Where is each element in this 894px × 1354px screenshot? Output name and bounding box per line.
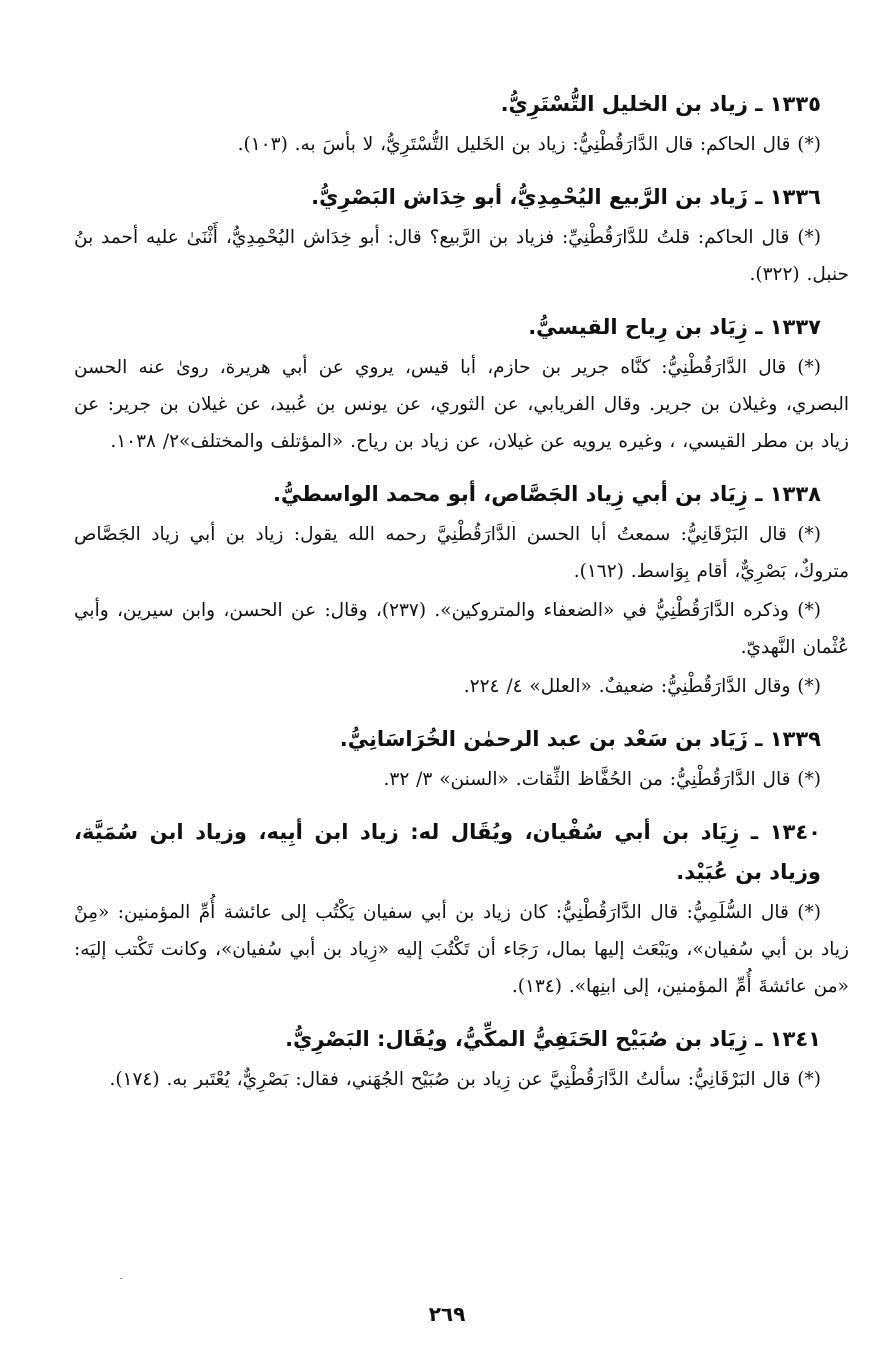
page-body — [74, 84, 849, 1098]
entry-paragraph: (*) قال السُّلَمِيُّ: قال الدَّارَقُطْنِيُّ: كان زياد بن أبي سفيان يَكْتُب إلى عائشة أُمِّ المؤمنين: «مِنْ زياد بن أبي سُفيان»، ويَبْعَث إليها بمال، رَجَاء أن تَكْتُبَ إليه «زِياد بن أبي سُفيان»، وكانت تَكْتب إليَه: «من عائشةَ أُمِّ المؤمنين، إلى ابنِها». (١٣٤). — [74, 902, 849, 997]
entry-1340 — [74, 812, 849, 1005]
entry-heading: ١٣٤٠ ـ زِيَاد بن أبي سُفْيان، ويُقَال له: زياد ابن أبِيه، وزياد ابن سُمَيَّة، وزياد بن عُبَيْد. — [74, 820, 821, 884]
entry-paragraph: (*) قال الحاكم: قلتُ للدَّارَقُطْنِيِّ: فزياد بن الرَّبيع؟ قال: أبو خِدَاش اليُحْمِدِيُّ، أَثْنَىٰ عليه أحمد بنُ حنبل. (٣٢٢). — [74, 227, 849, 285]
entry-1336 — [74, 177, 849, 293]
entry-1337 — [74, 307, 849, 460]
entry-heading: ١٣٣٧ ـ زِيَاد بن رِياح القيسيُّ. — [528, 315, 821, 339]
entry-paragraph: (*) وقال الدَّارَقُطْنِيُّ: ضعيفٌ. «العلل» ٤/ ٢٢٤. — [463, 676, 821, 697]
entry-paragraph: (*) قال الدَّارَقُطْنِيُّ: كنَّاه جرير بن حازم، أبا قيس، يروي عن أبي هريرة، روىٰ عنه الحسن البصري، وغيلان بن جرير. وقال الفريابي، عن الثوري، عن يونس بن عُبيد، عن غيلان بن جرير: عن زياد بن مطر القيسي، ، وغيره يرويه عن غيلان، عن زياد بن رياح. «المؤتلف والمختلف»٢/ ١٠٣٨. — [74, 357, 849, 452]
entry-heading: ١٣٤١ ـ زِيَاد بن صُبَيْح الحَنَفِيُّ المكِّيُّ، ويُقَال: البَصْرِيُّ. — [285, 1027, 821, 1051]
entry-paragraph: (*) قال الحاكم: قال الدَّارَقُطْنِيُّ: زياد بن الخَليل التُّسْتَرِيُّ، لا بأسَ به. (١٠٣). — [237, 134, 821, 155]
entry-1335 — [74, 84, 849, 163]
entry-1338 — [74, 474, 849, 705]
scan-speck — [512, 521, 514, 522]
entry-heading: ١٣٣٨ ـ زِيَاد بن أبي زِياد الجَصَّاص، أبو محمد الواسطيُّ. — [272, 482, 821, 506]
entry-1341 — [74, 1019, 849, 1098]
entry-paragraph: (*) قال الدَّارَقُطْنِيُّ: من الحُفَّاظ الثِّقات. «السنن» ٣/ ٣٢. — [383, 769, 821, 790]
entry-paragraph: (*) وذكره الدَّارَقُطْنِيُّ في «الضعفاء والمتروكين». (٢٣٧)، وقال: عن الحسن، وابن سيرين، وأبي عُثْمان النَّهديّ. — [74, 600, 849, 658]
entry-paragraph: (*) قال البَرْقَانِيُّ: سمعتُ أبا الحسن الدَّارَقُطْنِيَّ رحمه الله يقول: زياد بن أبي زياد الجَصَّاص متروكٌ، بَصْرِيٌّ، أقام بِوَاسط. (١٦٢). — [74, 524, 849, 582]
page-number: ٢٦٩ — [428, 1302, 466, 1326]
entry-heading: ١٣٣٩ ـ زَيَاد بن سَعْد بن عبد الرحمٰن الخُرَاسَانِيُّ. — [339, 727, 821, 751]
entry-heading: ١٣٣٥ ـ زياد بن الخليل التُّسْتَرِيُّ. — [500, 92, 821, 116]
entry-1339 — [74, 719, 849, 798]
scan-speck — [120, 1278, 122, 1279]
entry-heading: ١٣٣٦ ـ زَياد بن الرَّبيع اليُحْمِدِيُّ، أبو خِدَاش البَصْرِيُّ. — [311, 185, 821, 209]
entry-paragraph: (*) قال البَرْقَانِيُّ: سألتُ الدَّارَقُطْنِيَّ عن زِياد بن صُبَيْح الجُهَني، فقال: بَصْرِيٌّ، يُعْتَبر به. (١٧٤). — [109, 1069, 821, 1090]
